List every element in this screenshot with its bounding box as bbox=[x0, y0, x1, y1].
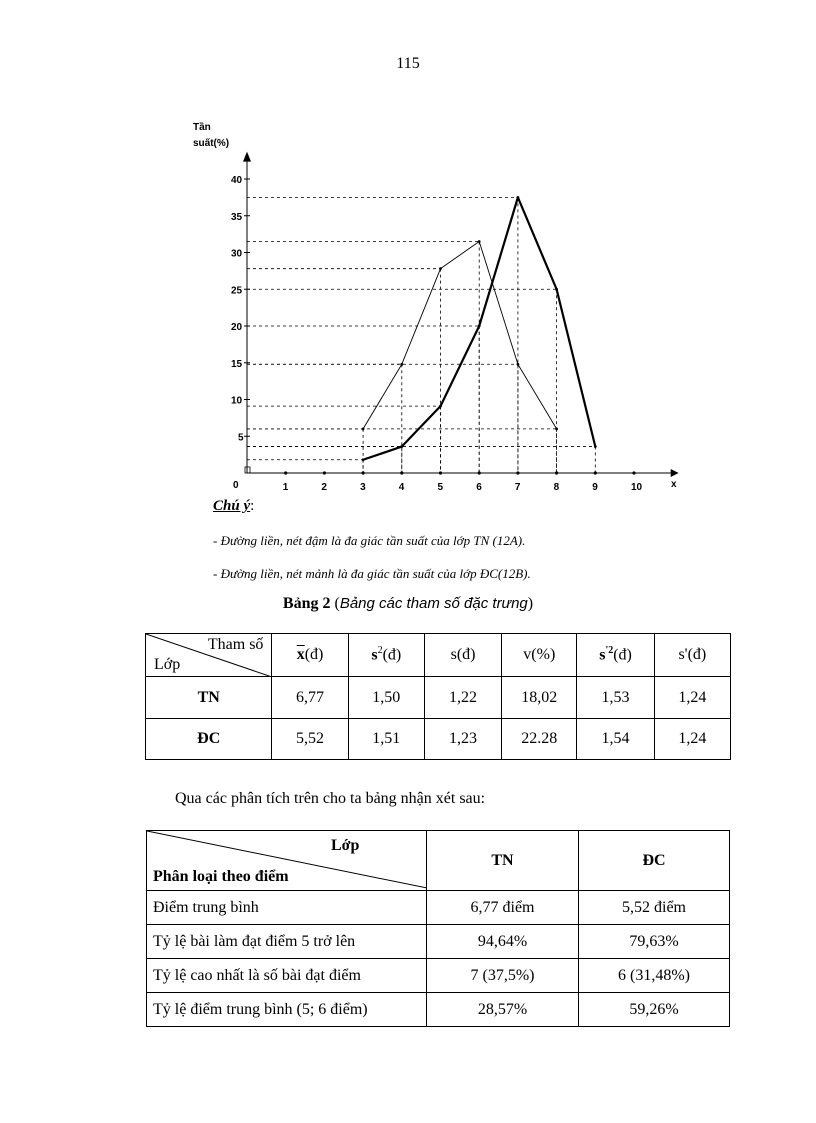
x-tick-mark bbox=[478, 471, 481, 474]
corner-top-label: Tham số bbox=[207, 636, 264, 653]
dc-data-point bbox=[439, 267, 442, 270]
tn-data-point bbox=[362, 458, 365, 461]
table-cell: 22.28 bbox=[502, 719, 577, 760]
table-cell: 5,52 bbox=[272, 719, 348, 760]
note-line-thin: - Đường liền, nét mảnh là đa giác tần suất của lớp ĐC(12B). bbox=[213, 566, 531, 581]
table-cell: 7 (37,5%) bbox=[427, 959, 579, 993]
tn-series-segment bbox=[518, 197, 557, 289]
x-tick-label: 6 bbox=[476, 482, 482, 493]
tn-data-point bbox=[517, 196, 520, 199]
header-mean: $\overline{x}(đ)$ bbox=[272, 634, 348, 677]
tn-series-segment bbox=[557, 289, 596, 446]
dc-series-segment bbox=[363, 364, 402, 429]
table-cell: 5,52 điểm bbox=[579, 891, 730, 925]
y-tick-label: 10 bbox=[231, 395, 243, 407]
summary-table bbox=[146, 830, 730, 1027]
dc-data-point bbox=[517, 363, 520, 366]
y-tick-label: 40 bbox=[231, 175, 243, 186]
x-tick-label: 4 bbox=[398, 482, 405, 493]
frequency-polygon-chart bbox=[0, 0, 816, 500]
x-tick-mark bbox=[400, 471, 403, 474]
x-axis-arrow bbox=[671, 469, 679, 477]
table-cell: 1,23 bbox=[424, 719, 501, 760]
x-axis-label: x bbox=[671, 479, 677, 490]
guide-lines bbox=[247, 197, 595, 473]
tn-series-segment bbox=[402, 406, 441, 446]
table-cell: 1,24 bbox=[654, 677, 730, 719]
table-cell: 1,22 bbox=[424, 677, 501, 719]
y-tick-label: 30 bbox=[231, 248, 243, 260]
header-stddev: s(đ) bbox=[424, 634, 501, 677]
x-tick-mark bbox=[362, 471, 365, 474]
corner-top-label: Lớp bbox=[331, 837, 360, 854]
x-tick-mark bbox=[594, 471, 597, 474]
corner-bottom-label: Lớp bbox=[154, 656, 181, 673]
tn-data-point bbox=[439, 405, 442, 408]
note-title: Chú ý: bbox=[213, 498, 255, 514]
table-cell: 1,50 bbox=[348, 677, 424, 719]
table-cell: 1,54 bbox=[577, 719, 654, 760]
x-tick-mark bbox=[323, 471, 326, 474]
tn-series-segment bbox=[479, 197, 518, 326]
y-tick-label: 35 bbox=[231, 211, 243, 223]
table-cell: 28,57% bbox=[427, 993, 579, 1027]
parameters-table bbox=[145, 633, 731, 760]
table-cell: 1,53 bbox=[577, 677, 654, 719]
tn-data-point bbox=[400, 445, 403, 448]
row-label-dc: ĐC bbox=[146, 719, 272, 760]
x-tick-mark bbox=[516, 471, 519, 474]
y-tick-label: 5 bbox=[238, 432, 244, 444]
dc-data-point bbox=[400, 363, 403, 366]
x-tick-mark bbox=[284, 471, 287, 474]
tn-data-point bbox=[555, 288, 558, 291]
tn-data-point bbox=[478, 325, 481, 328]
x-tick-label: 9 bbox=[592, 482, 598, 493]
y-tick-label: 20 bbox=[231, 322, 243, 333]
x-tick-mark bbox=[439, 471, 442, 474]
x-tick-label: 7 bbox=[514, 482, 521, 493]
tn-series-segment bbox=[363, 447, 402, 460]
table-cell: 1,24 bbox=[654, 719, 730, 760]
origin-label: 0 bbox=[233, 480, 239, 491]
row-label: Tỷ lệ cao nhất là số bài đạt điểm bbox=[147, 959, 427, 993]
corner-bottom-label: Phân loại theo điểm bbox=[153, 868, 289, 885]
y-axis-arrow bbox=[243, 152, 251, 162]
header-cv: v(%) bbox=[502, 634, 577, 677]
corner-header-cell bbox=[147, 831, 427, 891]
dc-series-segment bbox=[518, 364, 557, 429]
x-tick-mark bbox=[555, 471, 558, 474]
header-variance: $s^2(đ)$ bbox=[348, 634, 424, 677]
header-tn: TN bbox=[427, 831, 579, 891]
row-label: Điểm trung bình bbox=[147, 891, 427, 925]
table-cell: 79,63% bbox=[579, 925, 730, 959]
corner-header-cell bbox=[146, 634, 272, 677]
dc-data-point bbox=[362, 428, 365, 431]
table-cell: 6,77 điểm bbox=[427, 891, 579, 925]
y-tick-label: 25 bbox=[231, 285, 243, 297]
table-cell: 59,26% bbox=[579, 993, 730, 1027]
x-tick-label: 5 bbox=[437, 482, 444, 493]
intro-paragraph: Qua các phân tích trên cho ta bảng nhận xét sau: bbox=[175, 790, 486, 807]
x-tick-label: 10 bbox=[631, 482, 643, 493]
tn-data-point bbox=[594, 445, 597, 448]
tn-series-segment bbox=[441, 326, 480, 406]
dc-data-point bbox=[555, 428, 558, 431]
x-tick-mark bbox=[632, 471, 635, 474]
y-axis-label-line1: Tần bbox=[193, 122, 211, 133]
row-label: Tỷ lệ bài làm đạt điểm 5 trở lên bbox=[147, 925, 427, 959]
dc-series-segment bbox=[441, 241, 480, 268]
page-number: 115 bbox=[396, 55, 420, 72]
header-stddev-prime: s'(đ) bbox=[654, 634, 730, 677]
axes bbox=[243, 152, 679, 477]
y-axis-label-line2: suất(%) bbox=[193, 138, 230, 149]
x-tick-label: 3 bbox=[360, 482, 366, 493]
y-tick-label: 15 bbox=[231, 358, 243, 370]
table-cell: 6 (31,48%) bbox=[579, 959, 730, 993]
row-label: Tỷ lệ điểm trung bình (5; 6 điểm) bbox=[147, 993, 427, 1027]
table-cell: 6,77 bbox=[272, 677, 348, 719]
table-cell: 94,64% bbox=[427, 925, 579, 959]
header-dc: ĐC bbox=[579, 831, 730, 891]
dc-data-point bbox=[478, 240, 481, 243]
header-variance-prime: $s^{'2}(đ)$ bbox=[577, 634, 654, 677]
table-cell: 18,02 bbox=[502, 677, 577, 719]
x-tick-label: 1 bbox=[282, 482, 289, 493]
dc-series-segment bbox=[402, 269, 441, 365]
row-label-tn: TN bbox=[146, 677, 272, 719]
x-tick-label: 8 bbox=[553, 482, 560, 493]
table-caption: Bảng 2 (Bảng các tham số đặc trưng) bbox=[282, 595, 534, 612]
tick-labels bbox=[231, 175, 643, 493]
x-tick-label: 2 bbox=[321, 482, 327, 493]
table-cell: 1,51 bbox=[348, 719, 424, 760]
note-line-thick: - Đường liền, nét đậm là đa giác tần suất của lớp TN (12A). bbox=[213, 533, 526, 548]
